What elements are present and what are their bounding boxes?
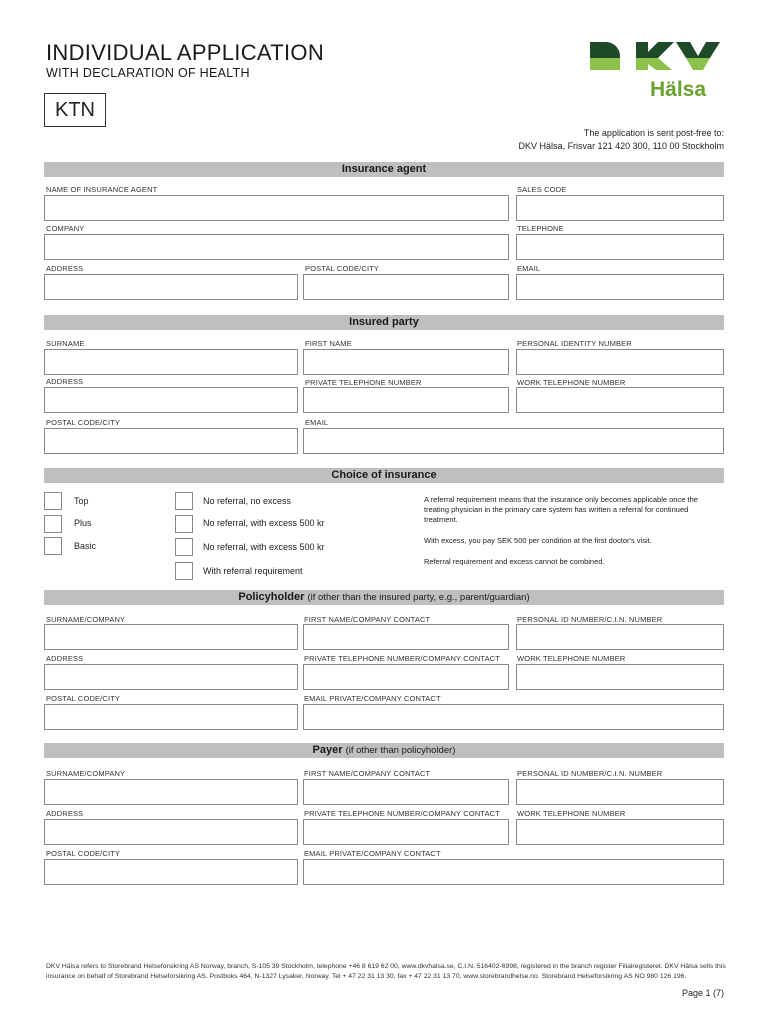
label-payer-work-tel: WORK TELEPHONE NUMBER	[517, 809, 626, 818]
insured-address-field[interactable]	[44, 387, 298, 413]
label-ph-email: EMAIL PRIVATE/COMPANY CONTACT	[304, 694, 441, 703]
legal-footer: DKV Hälsa refers to Storebrand Helseforsikring AS Norway, branch, S-105 39 Stockholm, telephone +46 8 619 62 00, www.dkvhalsa.se, C.I.N. 516402-6998, registered in the branch register Filialregisteret. DKV Hälsa sells this insurance on behalf of Storebrand Helseforsikring AS. Postboks 464, N-1327 Lysaker, Norway. Tel + 47 22 31 13 30, fax + 47 22 31 13 70, www.storebrandhelse.no. Storebrand Helseforsikring AS NO 980 126 196.	[46, 963, 726, 980]
agent-email-field[interactable]	[516, 274, 724, 300]
label-payer-email: EMAIL PRIVATE/COMPANY CONTACT	[304, 849, 441, 858]
checkbox-basic[interactable]	[44, 537, 62, 555]
insured-pin-field[interactable]	[516, 349, 724, 375]
payer-heading: Payer	[312, 744, 343, 756]
agent-address-field[interactable]	[44, 274, 298, 300]
label-ph-address: ADDRESS	[46, 654, 84, 663]
company-field[interactable]	[44, 234, 509, 260]
payer-email-field[interactable]	[303, 859, 724, 885]
sales-code-field[interactable]	[516, 195, 724, 221]
agent-telephone-field[interactable]	[516, 234, 724, 260]
form-title: INDIVIDUAL APPLICATION	[46, 40, 325, 65]
insured-postal-field[interactable]	[44, 428, 298, 454]
label-payer-postal: POSTAL CODE/CITY	[46, 849, 121, 858]
ph-pid-field[interactable]	[516, 624, 724, 650]
payer-private-tel-field[interactable]	[303, 819, 509, 845]
label-payer-private-tel: PRIVATE TELEPHONE NUMBER/COMPANY CONTACT	[304, 809, 501, 818]
postal-info-line1: The application is sent post-free to:	[583, 128, 724, 138]
label-agent-address: ADDRESS	[46, 264, 84, 273]
label-no-referral-excess-2: No referral, with excess 500 kr	[203, 542, 325, 552]
label-insured-postal: POSTAL CODE/CITY	[46, 418, 121, 427]
section-policyholder	[44, 590, 724, 605]
label-ph-pid: PERSONAL ID NUMBER/C.I.N. NUMBER	[517, 615, 663, 624]
label-top: Top	[74, 496, 89, 506]
ph-work-tel-field[interactable]	[516, 664, 724, 690]
agent-postal-field[interactable]	[303, 274, 509, 300]
ph-first-name-field[interactable]	[303, 624, 509, 650]
agent-name-field[interactable]	[44, 195, 509, 221]
checkbox-top[interactable]	[44, 492, 62, 510]
label-pin: PERSONAL IDENTITY NUMBER	[517, 339, 632, 348]
label-ph-first-name: FIRST NAME/COMPANY CONTACT	[304, 615, 431, 624]
label-ph-postal: POSTAL CODE/CITY	[46, 694, 121, 703]
label-telephone: TELEPHONE	[517, 224, 564, 233]
form-subtitle: WITH DECLARATION OF HEALTH	[46, 66, 250, 80]
checkbox-no-referral-no-excess[interactable]	[175, 492, 193, 510]
label-agent-postal: POSTAL CODE/CITY	[305, 264, 380, 273]
label-ph-private-tel: PRIVATE TELEPHONE NUMBER/COMPANY CONTACT	[304, 654, 501, 663]
label-agent-name: NAME OF INSURANCE AGENT	[46, 185, 158, 194]
checkbox-with-referral[interactable]	[175, 562, 193, 580]
label-payer-first-name: FIRST NAME/COMPANY CONTACT	[304, 769, 431, 778]
note-cannot-combine: Referral requirement and excess cannot be combined.	[424, 557, 605, 566]
label-insured-address: ADDRESS	[46, 377, 84, 386]
label-payer-surname: SURNAME/COMPANY	[46, 769, 126, 778]
note-referral-requirement: A referral requirement means that the insurance only becomes applicable once the treating physician in the primary care system has written a referral for continued treatment.	[424, 495, 698, 524]
payer-first-name-field[interactable]	[303, 779, 509, 805]
label-ph-work-tel: WORK TELEPHONE NUMBER	[517, 654, 626, 663]
label-ph-surname: SURNAME/COMPANY	[46, 615, 126, 624]
postal-info-line2: DKV Hälsa, Frisvar 121 420 300, 110 00 Stockholm	[518, 141, 724, 151]
label-basic: Basic	[74, 541, 97, 551]
label-company: COMPANY	[46, 224, 85, 233]
section-insurance-agent: Insurance agent	[44, 162, 724, 177]
section-choice-of-insurance: Choice of insurance	[44, 468, 724, 483]
label-payer-pid: PERSONAL ID NUMBER/C.I.N. NUMBER	[517, 769, 663, 778]
checkbox-no-referral-excess-1[interactable]	[175, 515, 193, 533]
note-excess: With excess, you pay SEK 500 per condition at the first doctor's visit.	[424, 536, 652, 545]
policyholder-heading-sub: (if other than the insured party, e.g., parent/guardian)	[307, 592, 530, 603]
logo-stripe-v	[686, 58, 710, 70]
form-code-box: KTN	[44, 93, 106, 127]
insured-surname-field[interactable]	[44, 349, 298, 375]
label-no-referral-excess-1: No referral, with excess 500 kr	[203, 518, 325, 528]
ph-email-field[interactable]	[303, 704, 724, 730]
section-insured-party: Insured party	[44, 315, 724, 330]
label-no-referral-no-excess: No referral, no excess	[203, 496, 292, 506]
label-first-name: FIRST NAME	[305, 339, 352, 348]
label-insured-work-tel: WORK TELEPHONE NUMBER	[517, 378, 626, 387]
label-plus: Plus	[74, 518, 92, 528]
section-payer	[44, 743, 724, 758]
label-surname: SURNAME	[46, 339, 85, 348]
ph-postal-field[interactable]	[44, 704, 298, 730]
postal-info	[519, 127, 724, 153]
logo-stripe-k	[636, 58, 672, 70]
label-agent-email: EMAIL	[517, 264, 541, 273]
payer-address-field[interactable]	[44, 819, 298, 845]
payer-heading-sub: (if other than policyholder)	[345, 745, 456, 756]
label-with-referral: With referral requirement	[203, 566, 303, 576]
ph-surname-field[interactable]	[44, 624, 298, 650]
insured-first-name-field[interactable]	[303, 349, 509, 375]
payer-pid-field[interactable]	[516, 779, 724, 805]
label-sales-code: SALES CODE	[517, 185, 567, 194]
label-insured-email: EMAIL	[305, 418, 329, 427]
logo-stripe-d	[590, 58, 620, 70]
payer-surname-field[interactable]	[44, 779, 298, 805]
ph-address-field[interactable]	[44, 664, 298, 690]
logo-halsa-text: Hälsa	[650, 78, 707, 101]
label-insured-private-tel: PRIVATE TELEPHONE NUMBER	[305, 378, 422, 387]
ph-private-tel-field[interactable]	[303, 664, 509, 690]
policyholder-heading: Policyholder	[238, 591, 305, 603]
logo-letter-v	[676, 42, 720, 58]
checkbox-plus[interactable]	[44, 515, 62, 533]
insured-private-tel-field[interactable]	[303, 387, 509, 413]
page-number: Page 1 (7)	[681, 988, 724, 998]
payer-postal-field[interactable]	[44, 859, 298, 885]
insured-work-tel-field[interactable]	[516, 387, 724, 413]
checkbox-no-referral-excess-2[interactable]	[175, 538, 193, 556]
payer-work-tel-field[interactable]	[516, 819, 724, 845]
insured-email-field[interactable]	[303, 428, 724, 454]
logo-letter-k	[636, 42, 674, 58]
label-payer-address: ADDRESS	[46, 809, 84, 818]
